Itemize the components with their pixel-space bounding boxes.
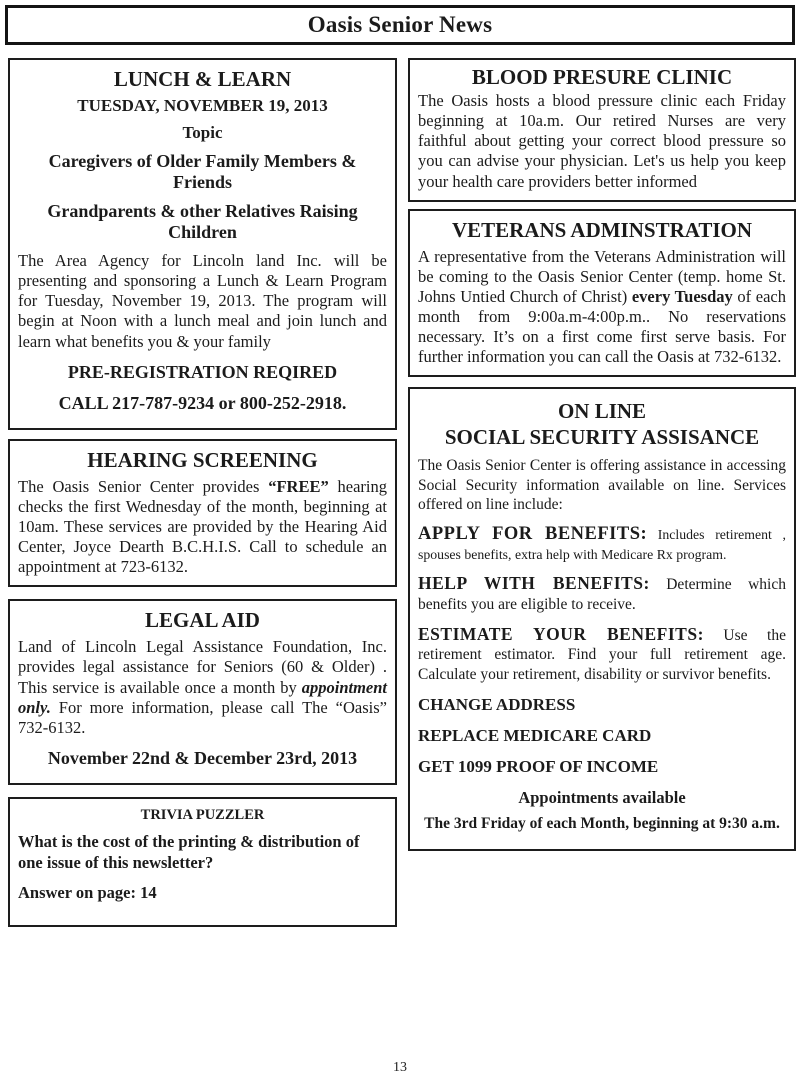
- section-lunch-and-learn: [8, 58, 397, 430]
- benefit-item-help: [418, 573, 786, 614]
- section-trivia-puzzler: [8, 797, 397, 927]
- lunch-learn-preregistration: PRE-REGISTRATION REQIRED: [67, 361, 338, 382]
- lunch-learn-title: LUNCH & LEARN: [113, 67, 292, 91]
- hearing-screening-title: HEARING SCREENING: [87, 447, 318, 472]
- section-hearing-screening: [8, 439, 397, 588]
- right-column: [408, 58, 796, 927]
- service-replace-medicare-card: REPLACE MEDICARE CARD: [418, 726, 652, 746]
- blood-pressure-body: The Oasis hosts a blood pressure clinic each Friday beginning at 10a.m. Our retired Nurses are very faithful about getting your correct blood pressure so you can advise your physician. Let's us help you keep your health care providers better informed: [418, 91, 786, 191]
- hearing-body-text-start: The Oasis Senior Center provides: [18, 476, 269, 496]
- legal-aid-body: [18, 637, 387, 738]
- benefit-item-apply: [418, 523, 786, 564]
- newsletter-masthead: [5, 5, 795, 45]
- lunch-learn-topic-line2: Grandparents & other Relatives Raising Children: [47, 201, 358, 242]
- appointments-schedule: The 3rd Friday of each Month, beginning at 9:30 a.m.: [424, 815, 780, 833]
- social-security-intro: The Oasis Senior Center is offering assistance in accessing Social Security information available on line. Services offered on line include:: [418, 457, 786, 513]
- page-title: Oasis Senior News: [307, 12, 493, 37]
- legal-aid-text-start: Land of Lincoln Legal Assistance Foundation, Inc. provides legal assistance for Seniors (60 & Older) . This service is available once a month by: [18, 637, 387, 697]
- section-blood-pressure-clinic: [408, 58, 796, 202]
- appointments-available-note: Appointments available: [518, 788, 686, 808]
- legal-aid-appointment-emphasis: appointment only.: [18, 677, 387, 717]
- benefit-item-estimate-desc: Use the retirement estimator. Find your full retirement age. Calculate your retirement, disability or survivor benefits.: [418, 626, 786, 683]
- section-social-security-assistance: [408, 387, 796, 851]
- benefit-item-help-label: HELP WITH BENEFITS:: [418, 573, 650, 594]
- veterans-text-end: of each month from 9:00a.m-4:00p.m.. No reservations necessary. It’s on a first come first serve basis. For further information you can call the Oasis at 732-6132.: [418, 286, 787, 367]
- veterans-body: [418, 247, 786, 368]
- benefit-item-help-desc: Determine which benefits you are eligible to receive.: [418, 576, 786, 613]
- lunch-learn-topic-label: Topic: [182, 123, 223, 142]
- newsletter-page: [0, 5, 800, 1075]
- benefit-item-estimate: [418, 624, 786, 685]
- veterans-title: VETERANS ADMINSTRATION: [451, 217, 753, 242]
- section-veterans-administration: [408, 209, 796, 378]
- left-column: [8, 58, 397, 927]
- social-security-title-line2: SOCIAL SECURITY ASSISANCE: [444, 425, 760, 450]
- hearing-body-text-end: hearing checks the first Wednesday of the month, beginning at 10am. These services are provided by the Hearing Aid Center, Joyce Dearth B.C.H.I.S. Call to schedule an appointment at 723-6132.: [18, 476, 387, 577]
- hearing-screening-body: [18, 477, 387, 578]
- trivia-question: What is the cost of the printing & distribution of one issue of this newsletter?: [18, 831, 360, 872]
- lunch-learn-body: The Area Agency for Lincoln land Inc. will be presenting and sponsoring a Lunch & Learn Program for Tuesday, November 19, 2013. The program will begin at Noon with a lunch meal and join lunch and learn what benefits you & your family: [18, 251, 387, 351]
- section-legal-aid: [8, 599, 397, 785]
- page-number: 13: [393, 1060, 407, 1075]
- benefit-item-apply-label: APPLY FOR BENEFITS:: [418, 524, 648, 545]
- lunch-learn-phone: CALL 217-787-9234 or 800-252-2918.: [58, 392, 347, 413]
- trivia-answer: Answer on page: 14: [18, 883, 157, 903]
- veterans-tuesday-emphasis: every Tuesday: [631, 286, 733, 306]
- two-column-layout: [0, 45, 800, 927]
- lunch-learn-topic-line1: Caregivers of Older Family Members & Friends: [48, 151, 357, 192]
- veterans-text-start: A representative from the Veterans Administration will be coming to the Oasis Senior Center (temp. home St. Johns Untied Church of Christ): [418, 246, 786, 306]
- legal-aid-title: LEGAL AID: [145, 608, 260, 633]
- hearing-body-free-emphasis: “FREE”: [268, 476, 329, 496]
- lunch-learn-date: TUESDAY, NOVEMBER 19, 2013: [77, 96, 328, 115]
- legal-aid-text-end: For more information, please call The “Oasis” 732-6132.: [18, 697, 387, 737]
- benefit-item-apply-desc: Includes retirement , spouses benefits, extra help with Medicare Rx program.: [418, 527, 786, 563]
- blood-pressure-title: BLOOD PRESURE CLINIC: [471, 65, 733, 89]
- social-security-title-line1: ON LINE: [557, 399, 647, 424]
- legal-aid-dates: November 22nd & December 23rd, 2013: [47, 747, 358, 768]
- service-change-address: CHANGE ADDRESS: [418, 695, 576, 715]
- trivia-title: TRIVIA PUZZLER: [140, 806, 265, 823]
- benefit-item-estimate-label: ESTIMATE YOUR BENEFITS:: [418, 623, 704, 644]
- service-get-1099: GET 1099 PROOF OF INCOME: [418, 757, 659, 777]
